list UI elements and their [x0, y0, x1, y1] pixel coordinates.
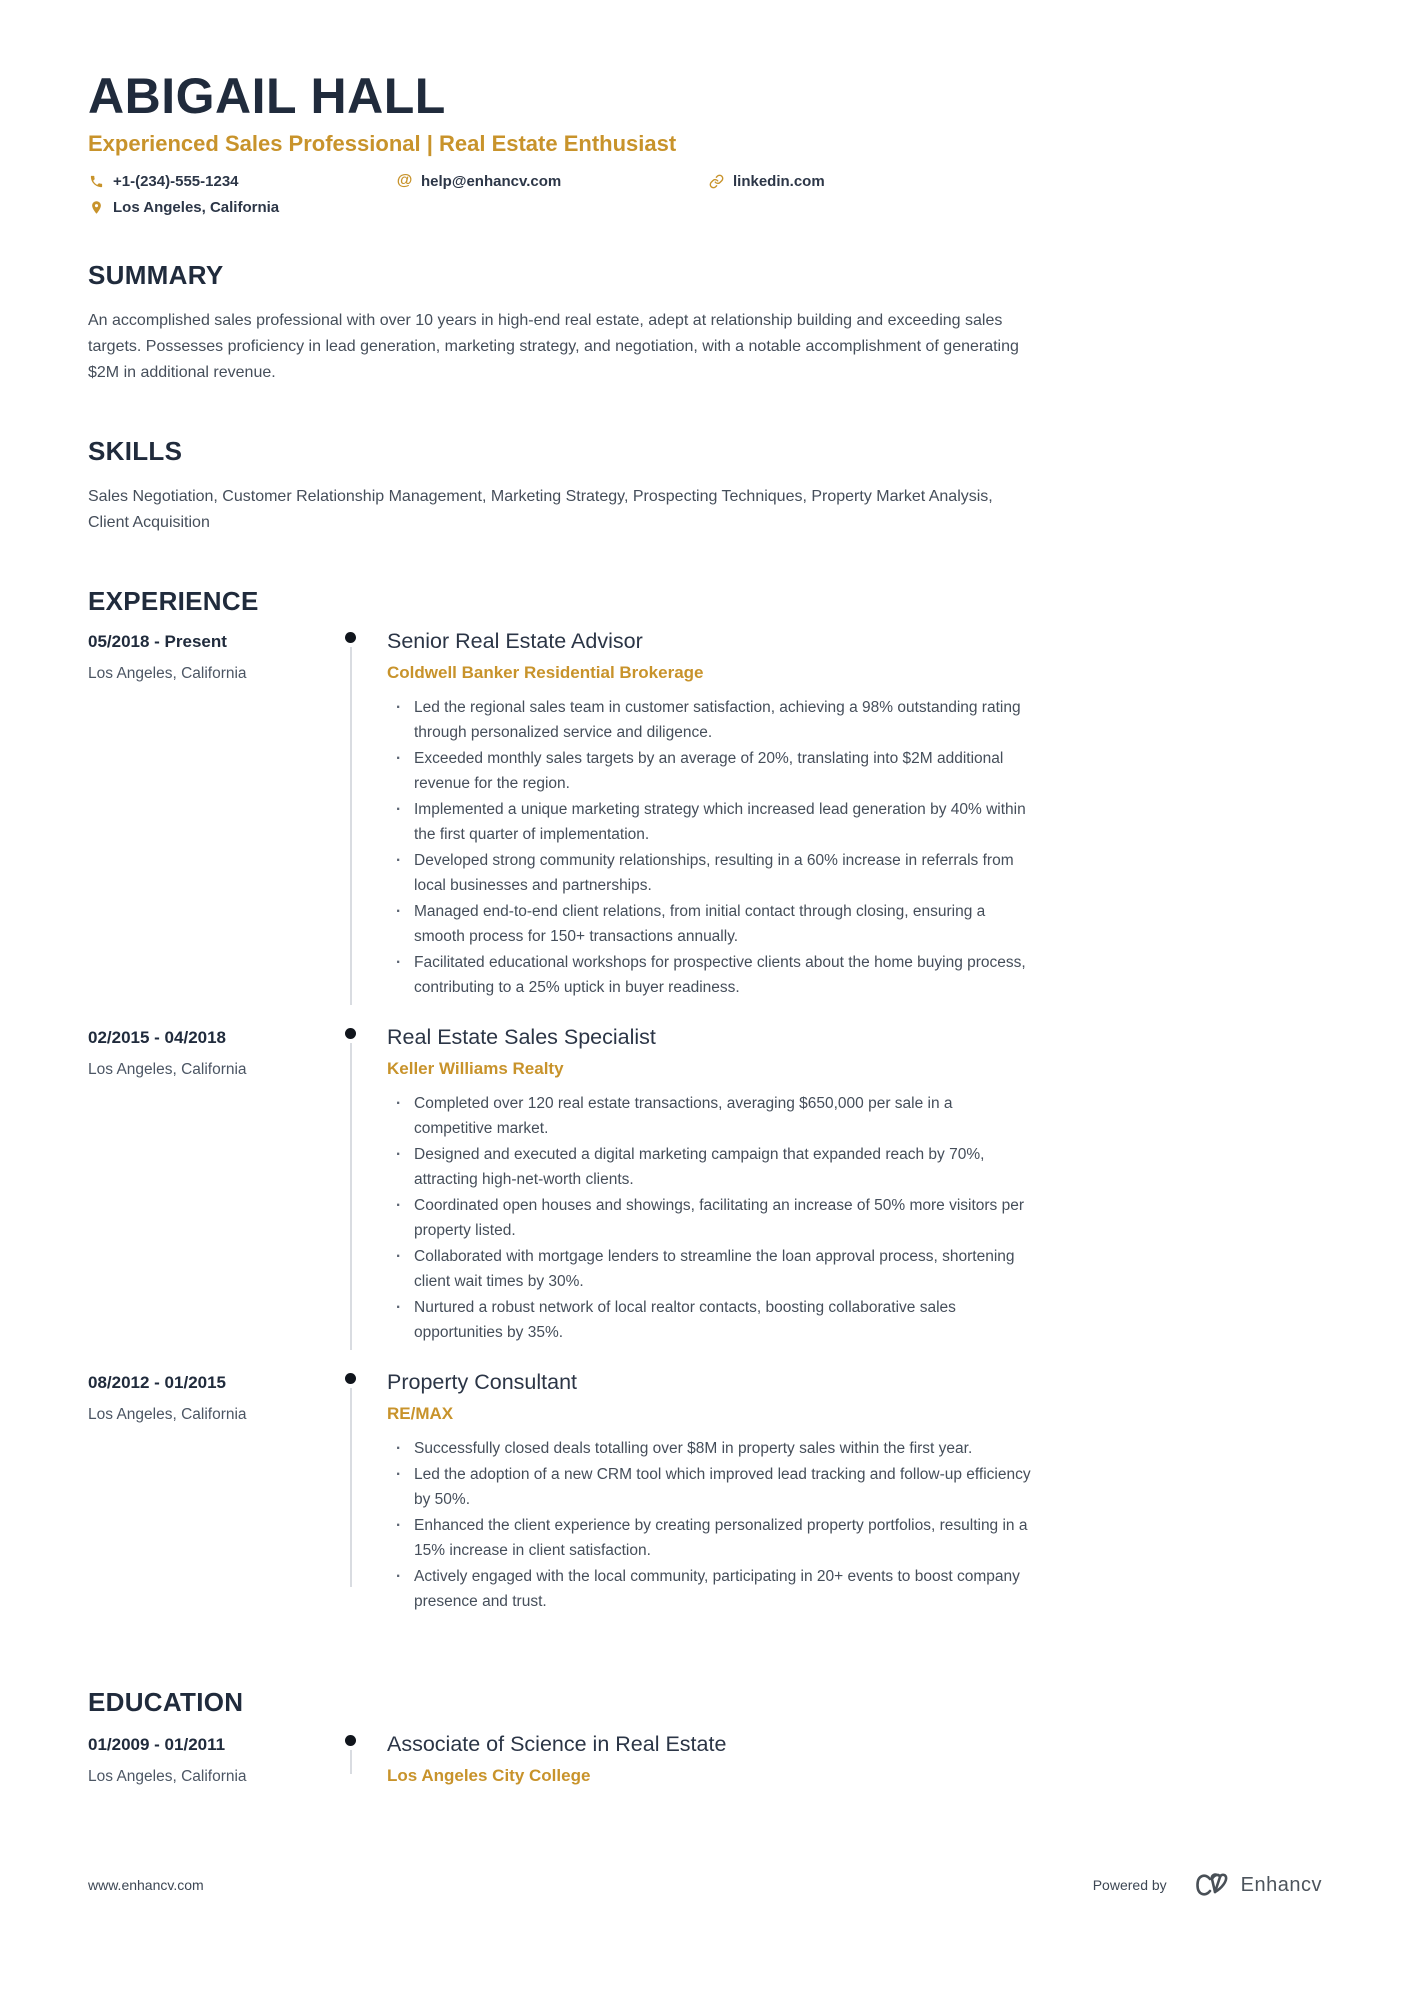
job-location: Los Angeles, California	[88, 664, 247, 682]
enhancv-wordmark: Enhancv	[1240, 1873, 1322, 1896]
email-address: help@enhancv.com	[421, 172, 562, 190]
timeline-dot-icon	[345, 1028, 356, 1039]
powered-by-label: Powered by	[1092, 1877, 1167, 1893]
bullet-dot-icon: ·	[396, 851, 402, 869]
job-content	[387, 629, 1322, 1001]
job-company: Keller Williams Realty	[387, 1058, 564, 1078]
bullet-dot-icon: ·	[396, 1145, 402, 1163]
education-school: Los Angeles City College	[387, 1765, 591, 1785]
job-bullet: · Coordinated open houses and showings, facilitating an increase of 50% more visitors per property listed.	[387, 1193, 1035, 1243]
phone-item[interactable]	[88, 173, 396, 190]
summary-section	[88, 260, 1322, 386]
job-bullet: · Managed end-to-end client relations, from initial contact through closing, ensuring a smooth process for 150+ transactions annually.	[387, 899, 1035, 949]
education-degree: Associate of Science in Real Estate	[387, 1731, 727, 1756]
job-bullet: · Developed strong community relationships, resulting in a 60% increase in referrals from local businesses and partnerships.	[387, 848, 1035, 898]
phone-icon	[88, 173, 105, 190]
footer-website-link[interactable]: www.enhancv.com	[88, 1877, 204, 1893]
phone-number: +1-(234)-555-1234	[113, 172, 239, 190]
job-location: Los Angeles, California	[88, 1405, 247, 1423]
job-dates: 08/2012 - 01/2015	[88, 1372, 227, 1392]
job-company: RE/MAX	[387, 1403, 454, 1423]
bullet-dot-icon: ·	[396, 800, 402, 818]
job-entry	[88, 1370, 1322, 1639]
bullet-dot-icon: ·	[396, 749, 402, 767]
timeline-marker	[343, 629, 387, 1001]
bullet-dot-icon: ·	[396, 698, 402, 716]
job-meta	[88, 629, 343, 1001]
experience-heading: EXPERIENCE	[88, 585, 259, 616]
job-bullet: · Completed over 120 real estate transactions, averaging $650,000 per sale in a competitive market.	[387, 1091, 1035, 1141]
job-bullet: · Exceeded monthly sales targets by an average of 20%, translating into $2M additional revenue for the region.	[387, 746, 1035, 796]
job-bullet: · Enhanced the client experience by creating personalized property portfolios, resulting in a 15% increase in client satisfaction.	[387, 1513, 1035, 1563]
education-dates: 01/2009 - 01/2011	[88, 1734, 226, 1754]
education-section	[88, 1687, 1322, 1798]
job-bullet: · Nurtured a robust network of local realtor contacts, boosting collaborative sales opportunities by 35%.	[387, 1295, 1035, 1345]
candidate-headline: Experienced Sales Professional | Real Estate Enthusiast	[88, 130, 677, 156]
job-dates: 02/2015 - 04/2018	[88, 1027, 227, 1047]
bullet-dot-icon: ·	[396, 1298, 402, 1316]
job-content	[387, 1025, 1322, 1346]
bullet-dot-icon: ·	[396, 902, 402, 920]
job-bullet: · Designed and executed a digital marketing campaign that expanded reach by 70%, attracting high-net-worth clients.	[387, 1142, 1035, 1192]
contact-row	[88, 173, 1322, 216]
bullet-dot-icon: ·	[396, 1247, 402, 1265]
timeline-line	[350, 1043, 352, 1350]
timeline-marker	[343, 1025, 387, 1346]
bullet-dot-icon: ·	[396, 1196, 402, 1214]
job-title: Property Consultant	[387, 1369, 578, 1394]
education-content	[387, 1732, 1322, 1798]
email-item[interactable]	[396, 173, 708, 190]
job-bullet: · Successfully closed deals totalling over $8M in property sales within the first year.	[387, 1436, 1035, 1461]
summary-heading: SUMMARY	[88, 259, 224, 290]
footer-brand-group[interactable]	[1093, 1872, 1322, 1898]
timeline-dot-icon	[345, 1373, 356, 1384]
pin-icon	[88, 199, 105, 216]
job-meta	[88, 1370, 343, 1615]
job-bullet: · Facilitated educational workshops for prospective clients about the home buying process, contributing to a 25% uptick in buyer readiness.	[387, 950, 1035, 1000]
summary-text: An accomplished sales professional with over 10 years in high-end real estate, adept at relationship building and exceeding sales targets. Possesses proficiency in lead generation, marketing strategy, and negotiation, with a notable accomplishment of generating $2M in additional revenue.	[88, 311, 1019, 381]
job-content	[387, 1370, 1322, 1615]
bullet-dot-icon: ·	[396, 1094, 402, 1112]
skills-section	[88, 436, 1322, 536]
location-item	[88, 199, 396, 216]
page-footer	[0, 1872, 1410, 1898]
education-heading: EDUCATION	[88, 1686, 244, 1717]
experience-section	[88, 586, 1322, 1639]
skills-heading: SKILLS	[88, 435, 183, 466]
job-title: Real Estate Sales Specialist	[387, 1024, 656, 1049]
bullet-dot-icon: ·	[396, 1516, 402, 1534]
bullet-dot-icon: ·	[396, 1439, 402, 1457]
at-icon: @	[396, 172, 413, 189]
job-entry	[88, 629, 1322, 1025]
timeline-dot-icon	[345, 1735, 356, 1746]
candidate-name: ABIGAIL HALL	[88, 68, 446, 124]
resume-header	[88, 70, 1322, 216]
education-meta	[88, 1732, 343, 1798]
job-bullet: · Actively engaged with the local community, participating in 20+ events to boost company presence and trust.	[387, 1564, 1035, 1614]
education-entry	[88, 1732, 1322, 1798]
skills-text: Sales Negotiation, Customer Relationship Management, Marketing Strategy, Prospecting Techniques, Property Market Analysis, Client Acquisition	[88, 487, 993, 531]
timeline-line	[350, 1388, 352, 1587]
timeline-line	[350, 1750, 352, 1774]
timeline-marker	[343, 1732, 387, 1798]
education-location: Los Angeles, California	[88, 1767, 247, 1785]
job-bullet-list	[387, 1436, 1035, 1614]
linkedin-item[interactable]	[708, 173, 1322, 190]
job-bullet: · Implemented a unique marketing strategy which increased lead generation by 40% within the first quarter of implementation.	[387, 797, 1035, 847]
linkedin-url: linkedin.com	[733, 172, 825, 190]
job-company: Coldwell Banker Residential Brokerage	[387, 662, 704, 682]
timeline-dot-icon	[345, 632, 356, 643]
bullet-dot-icon: ·	[396, 953, 402, 971]
job-bullet-list	[387, 1091, 1035, 1345]
job-bullet-list	[387, 695, 1035, 1000]
job-location: Los Angeles, California	[88, 1060, 247, 1078]
timeline-marker	[343, 1370, 387, 1615]
enhancv-logo-icon	[1191, 1872, 1231, 1898]
job-entry	[88, 1025, 1322, 1370]
timeline-line	[350, 647, 352, 1005]
location-text: Los Angeles, California	[113, 198, 280, 216]
job-bullet: · Collaborated with mortgage lenders to streamline the loan approval process, shortening client wait times by 30%.	[387, 1244, 1035, 1294]
link-icon	[708, 173, 725, 190]
job-bullet: · Led the regional sales team in customer satisfaction, achieving a 98% outstanding rating through personalized service and diligence.	[387, 695, 1035, 745]
job-title: Senior Real Estate Advisor	[387, 628, 643, 653]
job-bullet: · Led the adoption of a new CRM tool which improved lead tracking and follow-up efficiency by 50%.	[387, 1462, 1035, 1512]
job-dates: 05/2018 - Present	[88, 631, 227, 651]
bullet-dot-icon: ·	[396, 1567, 402, 1585]
bullet-dot-icon: ·	[396, 1465, 402, 1483]
job-meta	[88, 1025, 343, 1346]
